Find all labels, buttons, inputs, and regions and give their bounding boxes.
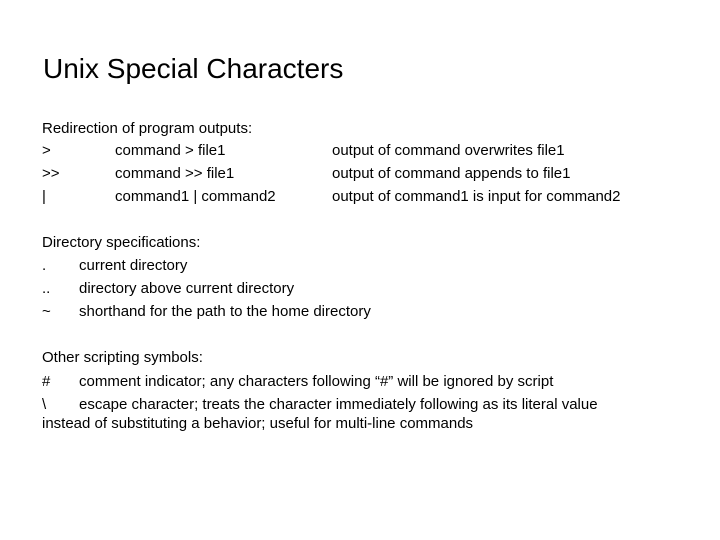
redirection-command: command1 | command2 <box>115 188 276 205</box>
directory-description: directory above current directory <box>79 280 295 297</box>
slide-title: Unix Special Characters <box>43 53 344 84</box>
scripting-symbol: \ <box>42 396 47 413</box>
redirection-command: command >> file1 <box>115 165 235 182</box>
directory-row <box>42 280 702 300</box>
redirection-description: output of command overwrites file1 <box>332 142 565 159</box>
directory-row <box>42 303 702 323</box>
directory-row <box>42 257 702 277</box>
scripting-heading: Other scripting symbols: <box>42 349 203 366</box>
redirection-row <box>42 142 702 162</box>
redirection-command: command > file1 <box>115 142 226 159</box>
scripting-symbol: # <box>42 373 51 390</box>
directory-description: shorthand for the path to the home directory <box>79 303 371 320</box>
redirection-row <box>42 188 702 208</box>
scripting-row <box>42 373 702 393</box>
directory-heading: Directory specifications: <box>42 234 201 251</box>
scripting-description: escape character; treats the character immediately following as its literal value <box>79 396 598 413</box>
redirection-heading: Redirection of program outputs: <box>42 120 253 137</box>
redirection-description: output of command1 is input for command2 <box>332 188 621 205</box>
directory-symbol: ~ <box>42 303 51 320</box>
scripting-row <box>42 396 702 416</box>
directory-symbol: . <box>42 257 47 274</box>
redirection-description: output of command appends to file1 <box>332 165 571 182</box>
scripting-continuation: instead of substituting a behavior; useful for multi-line commands <box>42 415 474 432</box>
scripting-description: comment indicator; any characters following “#” will be ignored by script <box>79 373 554 390</box>
directory-symbol: .. <box>42 280 51 297</box>
redirection-symbol: | <box>42 188 46 205</box>
redirection-symbol: > <box>42 142 51 159</box>
directory-description: current directory <box>79 257 188 274</box>
redirection-symbol: >> <box>42 165 60 182</box>
redirection-row <box>42 165 702 185</box>
